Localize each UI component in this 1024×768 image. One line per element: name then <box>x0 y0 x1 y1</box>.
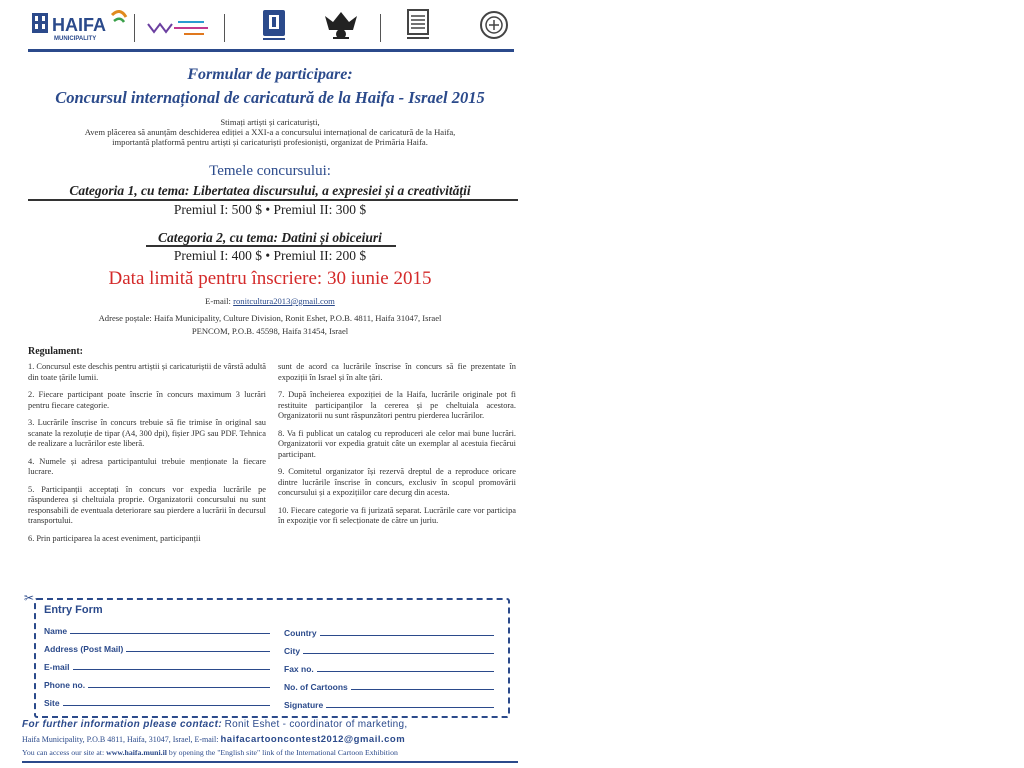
category-2-title: Categoria 2, cu tema: Datini și obiceiuri <box>158 230 382 245</box>
deadline-text: Data limită pentru înscriere: 30 iunie 2015 <box>108 268 432 289</box>
field-line[interactable] <box>303 652 494 654</box>
regulation-item: 10. Fiecare categorie va fi jurizată separat. Lucrările care vor participa în expoziție vor fi selecționate de către un juriu. <box>278 505 516 525</box>
state-emblem-logo <box>254 6 294 44</box>
field-label: Fax no. <box>284 664 314 674</box>
logo-divider <box>134 14 135 42</box>
regulations-right-column <box>278 362 516 534</box>
logo-divider <box>380 14 381 42</box>
city-field[interactable] <box>284 640 494 656</box>
field-label: Country <box>284 628 317 638</box>
field-label: Phone no. <box>44 680 86 690</box>
email-line <box>18 296 522 306</box>
field-line[interactable] <box>88 686 270 688</box>
entry-form-title: Entry Form <box>44 604 103 616</box>
field-line[interactable] <box>73 668 270 670</box>
phone-field[interactable] <box>44 674 270 690</box>
header-divider <box>28 49 514 52</box>
field-label: Signature <box>284 700 324 710</box>
postal-address: Adrese poștale: Haifa Municipality, Culture Division, Ronit Eshet, P.O.B. 4811, Haifa 31047, Israel <box>98 313 442 323</box>
culture-division-logo <box>142 6 216 44</box>
museum-logo <box>398 6 438 44</box>
regulation-item: 6. Prin participarea la acest eveniment, participanții <box>28 533 201 543</box>
footer-site-post: by opening the "English site" link of the International Cartoon Exhibition <box>168 748 398 757</box>
signature-field[interactable] <box>284 694 494 710</box>
cartoons-count-field[interactable] <box>284 676 494 692</box>
footer-email-link[interactable]: haifacartooncontest2012@gmail.com <box>220 734 406 745</box>
category-2-prizes: Premiul I: 400 $ • Premiul II: 200 $ <box>173 248 367 263</box>
logo-bar <box>18 6 522 46</box>
email-label: E-mail: <box>205 296 231 306</box>
category-1-prizes: Premiul I: 500 $ • Premiul II: 300 $ <box>173 202 367 217</box>
field-label: City <box>284 646 301 656</box>
regulations-left-column <box>28 362 266 551</box>
form-title: Formular de participare: <box>187 66 353 83</box>
fax-field[interactable] <box>284 658 494 674</box>
regulation-item: sunt de acord ca lucrările înscrise în concurs să fie prezentate în expoziții în Israel și în alte țări. <box>278 362 516 382</box>
regulation-item: 8. Va fi publicat un catalog cu reproduceri ale celor mai bune lucrări. Organizatorii vor expedia gratuit câte un exemplar al acestuia fiecărui participant. <box>278 428 516 459</box>
postal-address: PENCOM, P.O.B. 45598, Haifa 31454, Israel <box>191 326 349 336</box>
contest-title: Concursul internațional de caricatură de la Haifa - Israel 2015 <box>55 88 485 107</box>
entry-form <box>34 598 510 718</box>
footer-contact <box>22 719 407 730</box>
category-divider <box>28 199 518 201</box>
regulation-item: 4. Numele și adresa participantului trebuie menționate la fiecare lucrare. <box>28 456 266 476</box>
field-label: No. of Cartoons <box>284 682 348 692</box>
footer-address-text: Haifa Municipality, P.O.B 4811, Haifa, 31047, Israel, E-mail: <box>22 735 219 744</box>
field-line[interactable] <box>126 650 270 652</box>
regulation-item: 5. Participanții acceptați în concurs vor expedia lucrările pe răspunderea și cheltuiala proprie. Organizatorii concursului nu sunt responsabili de eventuala deteriorare sau pierdere a lucrării în decursul transportului. <box>28 484 266 525</box>
document-page <box>18 0 522 768</box>
intro-greeting: Stimați artiști și caricaturiști, <box>220 117 320 127</box>
field-line[interactable] <box>326 706 494 708</box>
footer-contact-person: Ronit Eshet - coordinator of marketing, <box>224 719 408 730</box>
field-line[interactable] <box>320 634 494 636</box>
footer-site <box>22 748 398 757</box>
field-label: Name <box>44 626 68 636</box>
seal-logo <box>474 6 514 44</box>
name-field[interactable] <box>44 620 270 636</box>
intro-text: Avem plăcerea să anunțăm deschiderea ediției a XXI-a a concursului internațional de caricatură de la Haifa, <box>84 127 456 137</box>
field-line[interactable] <box>70 632 270 634</box>
festival-logo <box>318 6 364 44</box>
haifa-logo-subtext: MUNICIPALITY <box>54 36 97 42</box>
regulation-item: 7. După încheierea expoziției de la Haifa, lucrările originale pot fi restituite participanților la cererea și pe cheltuiala acestora. Organizatorii nu sunt răspunzători pentru pierderea lucrărilor. <box>278 390 516 420</box>
haifa-logo-text: HAIFA <box>52 15 106 35</box>
email-field[interactable] <box>44 656 270 672</box>
themes-heading: Temele concursului: <box>209 163 331 179</box>
scissors-icon: ✂ <box>24 591 35 605</box>
site-field[interactable] <box>44 692 270 708</box>
field-label: E-mail <box>44 662 70 672</box>
regulation-item: 3. Lucrările înscrise în concurs trebuie să fie trimise în original sau scanate la rezoluție de tipar (A4, 300 dpi), fișier JPG sau PDF. Tehnica de realizare a lucrărilor este liberă. <box>28 418 266 448</box>
category-divider <box>146 245 396 247</box>
footer-divider <box>22 761 518 763</box>
footer-address <box>22 734 405 745</box>
field-line[interactable] <box>317 670 494 672</box>
field-label: Address (Post Mail) <box>44 644 124 654</box>
logo-divider <box>224 14 225 42</box>
footer-site-link[interactable]: www.haifa.muni.il <box>106 748 167 757</box>
regulation-item: 2. Fiecare participant poate înscrie în concurs maximum 3 lucrări pentru fiecare categorie. <box>28 390 266 410</box>
category-1-title: Categoria 1, cu tema: Libertatea discursului, a expresiei și a creativității <box>69 183 471 198</box>
haifa-municipality-logo <box>30 6 130 44</box>
email-link[interactable]: ronitcultura2013@gmail.com <box>233 296 335 306</box>
country-field[interactable] <box>284 622 494 638</box>
regulations-heading: Regulament: <box>28 346 83 357</box>
regulation-item: 1. Concursul este deschis pentru artiștii și caricaturiștii de vârstă adultă din toate țările lumii. <box>28 362 266 382</box>
field-line[interactable] <box>351 688 494 690</box>
regulation-item: 9. Comitetul organizator își rezervă dreptul de a reproduce oricare dintre lucrările înscrise în concurs, exclusiv în scopul promovării concursului și a expozițiilor care decurg din acesta. <box>278 467 516 497</box>
field-line[interactable] <box>63 704 270 706</box>
footer-lead: For further information please contact: <box>22 719 223 730</box>
address-field[interactable] <box>44 638 270 654</box>
intro-text: importantă platformă pentru artiști și caricaturiști profesioniști, organizat de Primăria Haifa. <box>112 137 428 147</box>
field-label: Site <box>44 698 60 708</box>
footer-site-pre: You can access our site at: <box>22 748 105 757</box>
